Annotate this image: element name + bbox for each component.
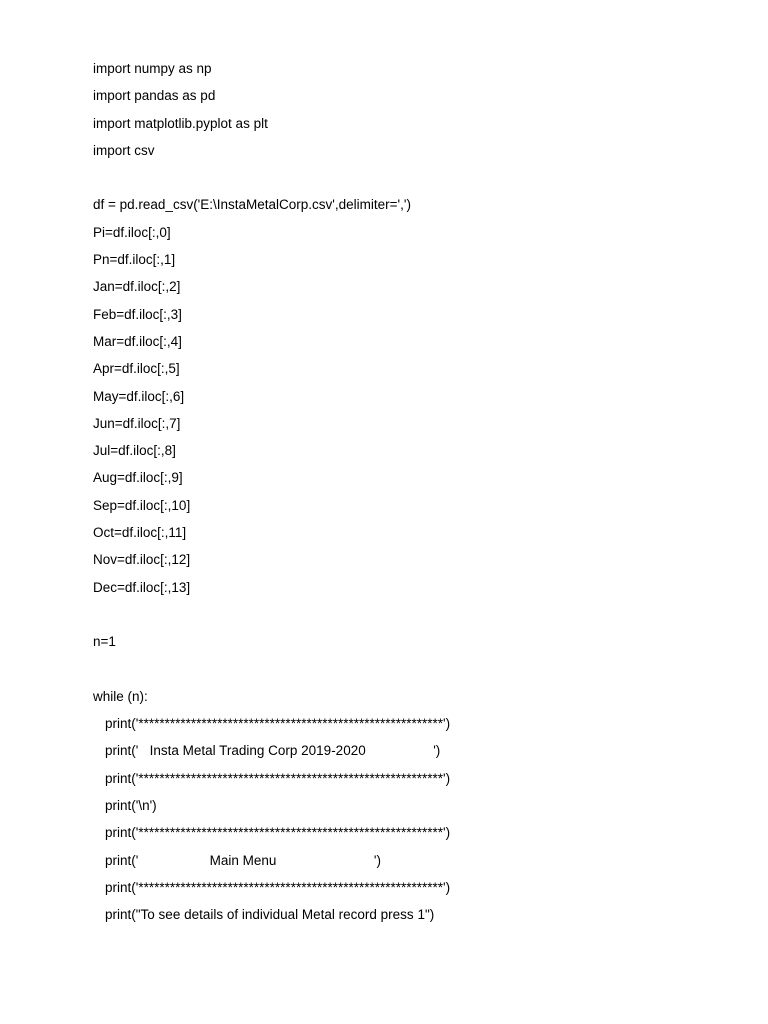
code-line: import numpy as np [93,61,212,76]
code-listing [93,58,733,932]
code-line: Aug=df.iloc[:,9] [93,470,183,486]
code-line: df = pd.read_csv('E:\InstaMetalCorp.csv',delimiter=',') [93,197,411,213]
code-line: import matplotlib.pyplot as plt [93,115,268,131]
code-line: Nov=df.iloc[:,12] [93,552,191,568]
code-line: Jun=df.iloc[:,7] [93,415,181,431]
code-line: print('**********************************************************') [105,879,451,895]
code-line: Pi=df.iloc[:,0] [93,224,171,240]
code-line: Jan=df.iloc[:,2] [93,279,181,295]
code-line: Jul=df.iloc[:,8] [93,443,176,459]
code-line: print('**********************************************************') [105,825,451,841]
code-line: print(' Main Menu ') [105,852,381,868]
code-line: Apr=df.iloc[:,5] [93,361,180,377]
code-line: Feb=df.iloc[:,3] [93,306,182,322]
code-line: print(' Insta Metal Trading Corp 2019-2020 ') [105,743,441,759]
code-line: n=1 [93,634,116,650]
code-line: Dec=df.iloc[:,13] [93,579,191,595]
code-line: Mar=df.iloc[:,4] [93,333,182,349]
code-line: Oct=df.iloc[:,11] [93,525,187,541]
code-line: import csv [93,142,155,158]
code-line: print('**********************************************************') [105,770,451,786]
code-line: while (n): [93,688,148,704]
code-line: import pandas as pd [93,88,216,104]
blank-line [93,659,733,686]
blank-line [93,604,733,631]
code-line: May=df.iloc[:,6] [93,388,185,404]
code-line: print("To see details of individual Metal record press 1") [105,907,435,923]
code-line: print('**********************************************************') [105,716,451,732]
code-line: Sep=df.iloc[:,10] [93,497,191,513]
blank-line [93,167,733,194]
code-line: print('\n') [105,798,157,814]
code-line: Pn=df.iloc[:,1] [93,252,176,268]
